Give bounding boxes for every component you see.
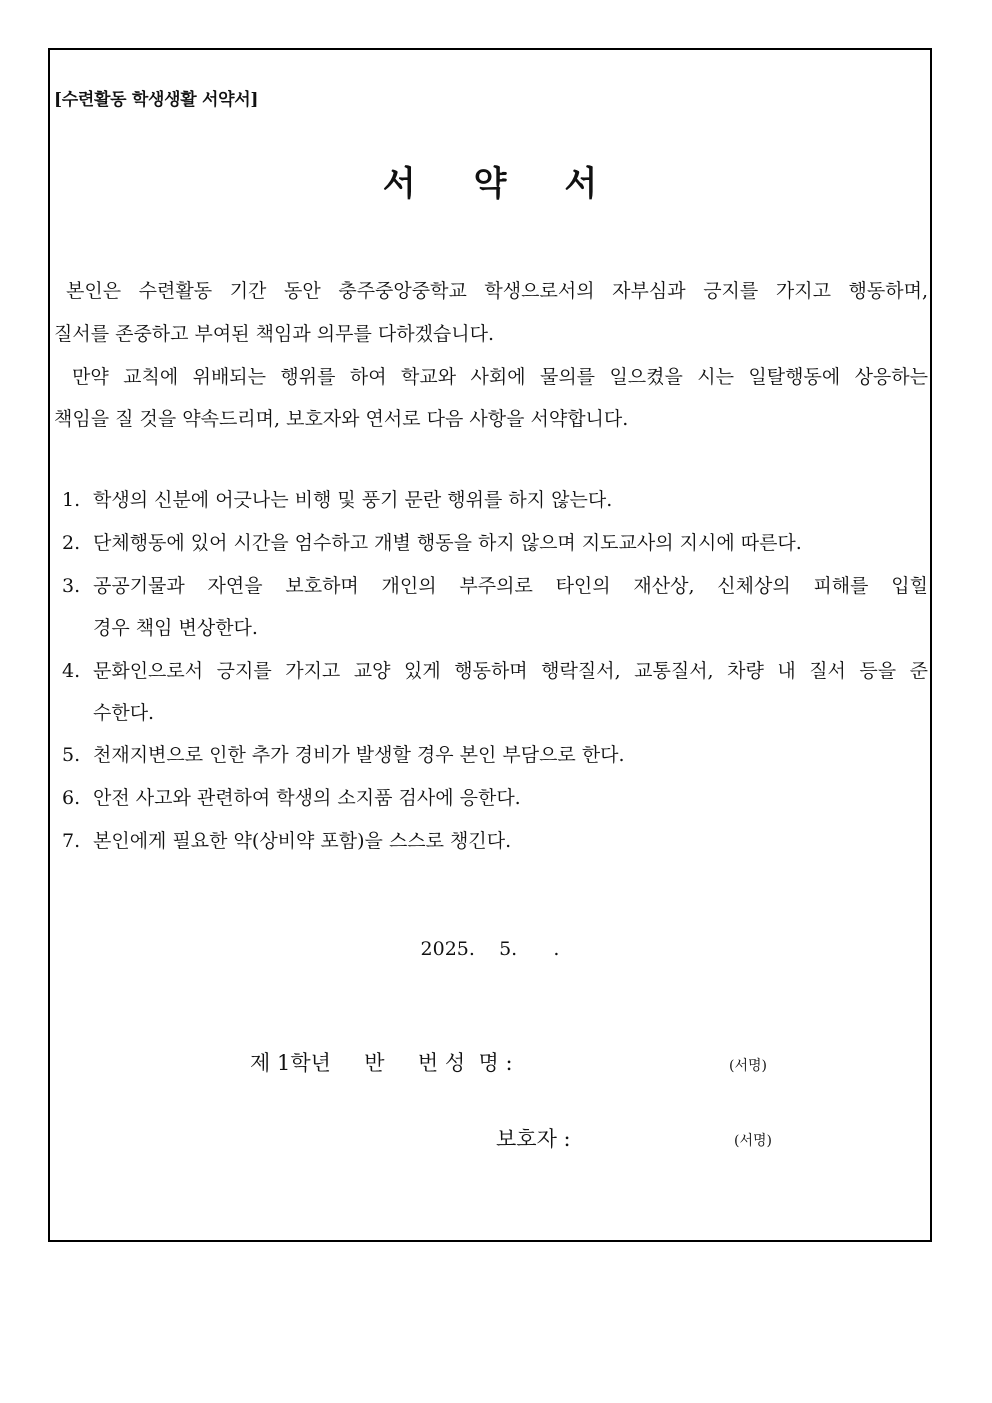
rule-text: 천재지변으로 인한 추가 경비가 발생할 경우 본인 부담으로 한다. <box>93 744 625 766</box>
title-char-1: 서 <box>382 164 416 204</box>
rule-text: 안전 사고와 관련하여 학생의 소지품 검사에 응한다. <box>93 787 521 809</box>
rule-item-3-continued <box>62 616 928 640</box>
guardian-sign-note: (서명) <box>734 1133 772 1149</box>
paragraph1-line1: 본인은 수련활동 기간 동안 충주중앙중학교 학생으로서의 자부심과 긍지를 가지고 행동하며, <box>66 280 928 302</box>
document-title <box>50 156 930 205</box>
rule-item-4 <box>62 659 928 683</box>
paragraph1-line2: 질서를 존중하고 부여된 책임과 의무를 다하겠습니다. <box>54 323 495 345</box>
rule-item-5 <box>62 743 928 767</box>
paragraph2-line1: 만약 교칙에 위배되는 행위를 하여 학교와 사회에 물의를 일으켰을 시는 일탈행동에 상응하는 <box>72 366 928 388</box>
title-char-3: 서 <box>564 164 598 204</box>
title-char-2: 약 <box>473 164 507 204</box>
rule-item-4-continued <box>62 701 928 725</box>
rule-number: 1. <box>62 489 81 511</box>
signature-date: 2025. 5. . <box>420 938 560 960</box>
rule-text: 단체행동에 있어 시간을 엄수하고 개별 행동을 하지 않으며 지도교사의 지시에 따른다. <box>93 532 802 554</box>
student-sign-label: 제 1학년 반 번 성 명 : <box>250 1051 513 1075</box>
rule-text: 공공기물과 자연을 보호하며 개인의 부주의로 타인의 재산상, 신체상의 피해를 입힐 <box>93 575 928 597</box>
rule-item-7 <box>62 829 928 853</box>
rule-text: 학생의 신분에 어긋나는 비행 및 풍기 문란 행위를 하지 않는다. <box>93 489 613 511</box>
rule-number: 2. <box>62 532 81 554</box>
paragraph2-line2: 책임을 질 것을 약속드리며, 보호자와 연서로 다음 사항을 서약합니다. <box>54 408 629 430</box>
guardian-sign-label: 보호자 : <box>496 1127 571 1151</box>
document-header-tag: [수련활동 학생생활 서약서] <box>54 90 259 110</box>
rule-number: 7. <box>62 830 81 852</box>
rule-number: 6. <box>62 787 81 809</box>
rule-item-3 <box>62 574 928 598</box>
student-sign-note: (서명) <box>729 1058 767 1074</box>
document-frame <box>48 48 932 1242</box>
rule-number: 4. <box>62 660 81 682</box>
rule-text: 본인에게 필요한 약(상비약 포함)을 스스로 챙긴다. <box>93 830 512 852</box>
rule-item-6 <box>62 786 928 810</box>
rule-number: 3. <box>62 575 81 597</box>
rule-text-continued: 수한다. <box>93 702 155 724</box>
rule-text-continued: 경우 책임 변상한다. <box>93 617 258 639</box>
rule-item-2 <box>62 531 928 555</box>
rule-number: 5. <box>62 744 81 766</box>
rule-text: 문화인으로서 긍지를 가지고 교양 있게 행동하며 행락질서, 교통질서, 차량 내 질서 등을 준 <box>93 660 928 682</box>
rule-item-1 <box>62 488 928 512</box>
